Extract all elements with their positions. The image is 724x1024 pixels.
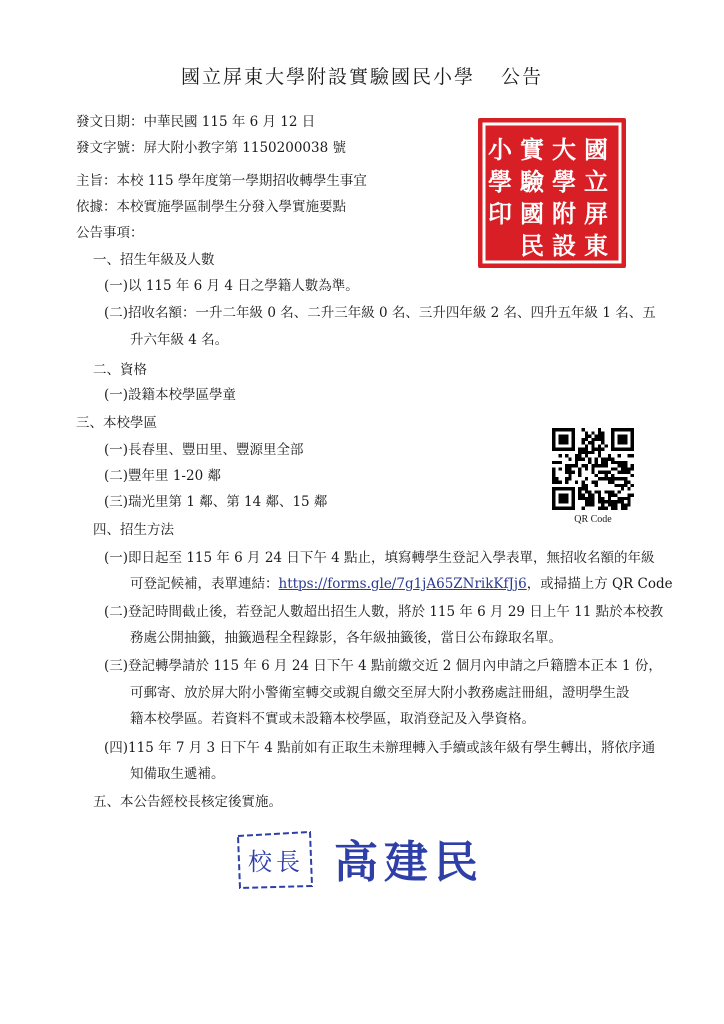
section-4-item-2-cont: 務處公開抽籤，抽籤過程全程錄影，各年級抽籤後，當日公布錄取名單。 [130, 630, 562, 646]
section-4-item-4-cont: 知備取生遞補。 [130, 766, 225, 782]
qr-caption: QR Code [574, 514, 612, 525]
section-3-item-1: (一)長春里、豐田里、豐源里全部 [104, 442, 304, 458]
seal-char: 國 [584, 135, 608, 164]
link-intro: 可登記候補，表單連結： [130, 576, 279, 592]
seal-char: 印 [488, 199, 512, 228]
seal-char: 立 [584, 167, 608, 196]
section-4-item-3-cont: 可郵寄、放於屏大附小警衛室轉交或親自繳交至屏大附小教務處註冊組，證明學生設 [130, 685, 630, 701]
issue-date: 發文日期：中華民國 115 年 6 月 12 日 [76, 114, 316, 130]
basis: 依據：本校實施學區制學生分發入學實施要點 [76, 199, 346, 215]
section-4-heading: 四、招生方法 [93, 522, 174, 538]
section-4-item-4: (四)115 年 7 月 3 日下午 4 點前如有正取生未辦理轉入手續或該年級有學生轉出，將依序通 [104, 740, 656, 756]
section-2-heading: 二、資格 [93, 362, 147, 378]
section-1-item-2-cont: 升六年級 4 名。 [130, 332, 229, 348]
seal-char: 國 [520, 199, 544, 228]
document-number: 發文字號：屏大附小教字第 1150200038 號 [76, 140, 346, 156]
seal-char: 實 [520, 135, 544, 164]
seal-char: 驗 [520, 167, 544, 196]
section-1-item-1: (一)以 115 年 6 月 4 日之學籍人數為準。 [104, 278, 359, 294]
section-4-item-3: (三)登記轉學請於 115 年 6 月 24 日下午 4 點前繳交近 2 個月內申請之戶籍謄本正本 1 份， [104, 658, 662, 674]
page-title [0, 62, 724, 89]
section-3-item-2: (二)豐年里 1-20 鄰 [104, 468, 221, 484]
section-3-item-3: (三)瑞光里第 1 鄰、第 14 鄰、15 鄰 [104, 494, 328, 510]
announcement-label: 公告 [501, 66, 544, 88]
seal-graphic [478, 118, 626, 268]
seal-char: 民 [520, 231, 544, 260]
section-4-item-1-cont [130, 574, 673, 594]
section-2-item-1: (一)設籍本校學區學童 [104, 387, 237, 403]
seal-char: 東 [584, 231, 608, 260]
seal-char: 屏 [584, 199, 608, 228]
principal-signature: 高建民 [334, 837, 484, 888]
subject: 主旨：本校 115 學年度第一學期招收轉學生事宜 [76, 173, 367, 189]
qr-code[interactable] [552, 428, 634, 510]
seal-char: 大 [552, 135, 576, 164]
official-seal [478, 118, 626, 268]
section-4-item-2: (二)登記時間截止後，若登記人數超出招生人數，將於 115 年 6 月 29 日上午 11 點於本校教 [104, 604, 664, 620]
section-1-heading: 一、招生年級及人數 [93, 252, 215, 268]
link-outro: ，或掃描上方 QR Code [526, 576, 673, 592]
principal-title: 校長 [248, 848, 304, 876]
items-heading: 公告事項： [76, 225, 144, 241]
school-name: 國立屏東大學附設實驗國民小學 [180, 66, 475, 88]
seal-char: 小 [488, 135, 512, 164]
seal-char: 附 [552, 199, 576, 228]
seal-char: 設 [552, 231, 576, 260]
section-4-item-1: (一)即日起至 115 年 6 月 24 日下午 4 點止，填寫轉學生登記入學表單，無招收名額的年級 [104, 550, 655, 566]
section-4-item-3-cont-2: 籍本校學區。若資料不實或未設籍本校學區，取消登記及入學資格。 [130, 711, 535, 727]
form-link[interactable]: https://forms.gle/7g1jA65ZNrikKfJj6 [278, 576, 527, 592]
seal-char: 學 [488, 167, 512, 196]
section-5-heading: 五、本公告經校長核定後實施。 [93, 794, 282, 810]
seal-char: 學 [552, 167, 576, 196]
section-1-item-2: (二)招收名額：一升二年級 0 名、二升三年級 0 名、三升四年級 2 名、四升五年級 1 名、五 [104, 305, 656, 321]
section-3-heading: 三、本校學區 [76, 415, 157, 431]
